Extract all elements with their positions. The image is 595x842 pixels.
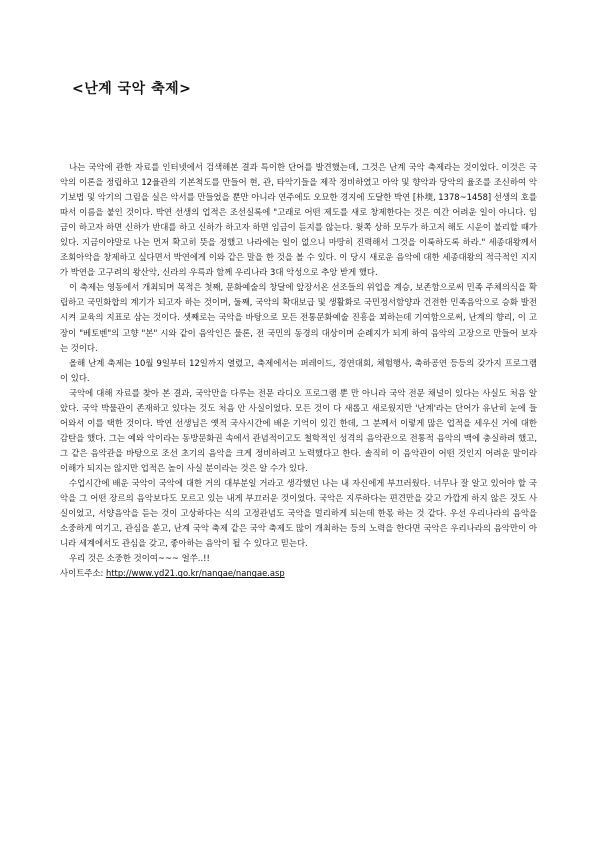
paragraph-intro: 나는 국악에 관한 자료를 인터넷에서 검색해본 결과 특이한 단어를 발견했는데, 그것은 난계 국악 축제라는 것이었다. 이것은 국악의 이론을 정립하고 12율관의 기본척도를 만들어 현, 관, 타악기들을 제작 정비하였고 아악 및 향악과 당악의 율조를 조신하여 악기보법 및 악기의 그림을 실은 악서를 만들었을 뿐만 아니라 연주에도 오묘한 경지에 도달한 박연 [朴堧, 1378~1458] 선생의 호를 따서 이름을 붙인 것이다. 박연 선생의 업적은 조선실록에 "고래로 어떤 제도를 새로 창제한다는 것은 여간 어려운 일이 아니다. 임금이 하고자 하면 신하가 반대를 하고 신하가 하고자 하면 임금이 듣지를 않는다. 윗쪽 상하 모두가 하고저 해도 시운이 불리할 때가 있다. 지금이야말로 나는 먼저 확고히 뜻을 정했고 나라에는 일이 없으니 마땅히 진력해서 그것을 이룩하도록 하라." 세종대왕께서 조회아악을 창제하고 싶다면서 박연에게 이와 같은 말을 한 것을 볼 수 있다. 이 당시 새로운 음악에 대한 세종대왕의 적극적인 지지가 박연을 고구려의 왕산악, 신라의 우륵과 함께 우리나라 3대 악성으로 추앙 받게 했다. bbox=[60, 162, 537, 278]
site-address-line bbox=[60, 566, 537, 581]
site-address-link[interactable]: http://www.yd21.go.kr/nangae/nangae.asp bbox=[105, 568, 285, 579]
paragraph-festival-purpose: 이 축제는 영동에서 개최되며 목적은 첫째, 문화예술의 창달에 앞장서온 선조들의 위업을 계승, 보존함으로써 민족 주체의식을 확립하고 국민화합의 계기가 되고자 하는 것이며, 둘째, 국악의 확대보급 및 생활화로 국민정서함양과 건전한 민족음악으로 승화 발전시켜 교육의 지표로 삼는 것이다. 셋째로는 국악을 바탕으로 모든 전통문화예술 진흥을 꾀하는데 기여함으로써, 난계의 향리, 이 고장이 "베토벤"의 고향 "본" 시와 같이 음악인은 물론, 전 국민의 동경의 대상이며 순례지가 되게 하여 음악의 고장으로 만들어 보자는 것이다. bbox=[60, 282, 537, 353]
document-title: <난계 국악 축제> bbox=[72, 81, 192, 97]
paragraph-research-findings: 국악에 대해 자료를 찾아 본 결과, 국악만을 다루는 전문 라디오 프로그램 뿐 만 아니라 국악 전문 채널이 있다는 사실도 처음 알았다. 국악 박물관이 존재하고 있다는 것도 처음 안 사실이었다. 모든 것이 다 새롭고 새로웠지만 '난계'라는 단어가 유난히 눈에 들어와서 이를 택한 것이다. 박연 선생님은 옛적 국사시간에 배운 기억이 있긴 한데, 그 분께서 이렇게 많은 업적을 세우신 거에 대한 감탄을 했다. 그는 예와 악이라는 동방문화권 속에서 관념적이고도 철학적인 성격의 음악관으로 전통적 음악의 맥에 충실하려 했고, 그 같은 음악관을 바탕으로 조선 초기의 음악을 크게 정비하려고 노력했다고 한다. 솔직히 이 음악관이 어떤 것인지 어려운 말이라 이해가 되지는 않지만 업적은 높이 사실 분이라는 것은 알 수가 있다. bbox=[60, 387, 537, 473]
paragraph-reflection: 수업시간에 배운 국악이 국악에 대한 거의 대부분일 거라고 생각했던 나는 내 자신에게 부끄러웠다. 너무나 잘 알고 있어야 할 국악을 그 어떤 장르의 음악보다도 모르고 있는 내게 부끄러운 것이었다. 국악은 지루하다는 편견만을 갖고 가깝게 하지 않은 것도 사실이었고, 서양음악을 듣는 것이 고상하다는 식의 고정관념도 국악을 멀리하게 되는데 한몫 하는 것 같다. 우선 우리나라의 음악을 소중하게 여기고, 관심을 쏟고, 난계 국악 축제 같은 국악 축제도 많이 개최하는 등의 노력을 한다면 국악은 우리나라의 음악만이 아니라 세계에서도 관심을 갖고, 좋아하는 음악이 될 수 있다고 믿는다. bbox=[60, 477, 537, 549]
site-address-label: 사이트주소: bbox=[60, 568, 104, 579]
paragraph-closing: 우리 것은 소중한 것이여~~~ 얼쑤..!! bbox=[69, 553, 210, 564]
paragraph-festival-program: 올해 난계 축제는 10월 9일부터 12일까지 열렸고, 축제에서는 퍼레이드, 경연대회, 체험행사, 축하공연 등등의 갖가지 프로그램이 있다. bbox=[60, 357, 537, 383]
document-body bbox=[60, 160, 537, 581]
